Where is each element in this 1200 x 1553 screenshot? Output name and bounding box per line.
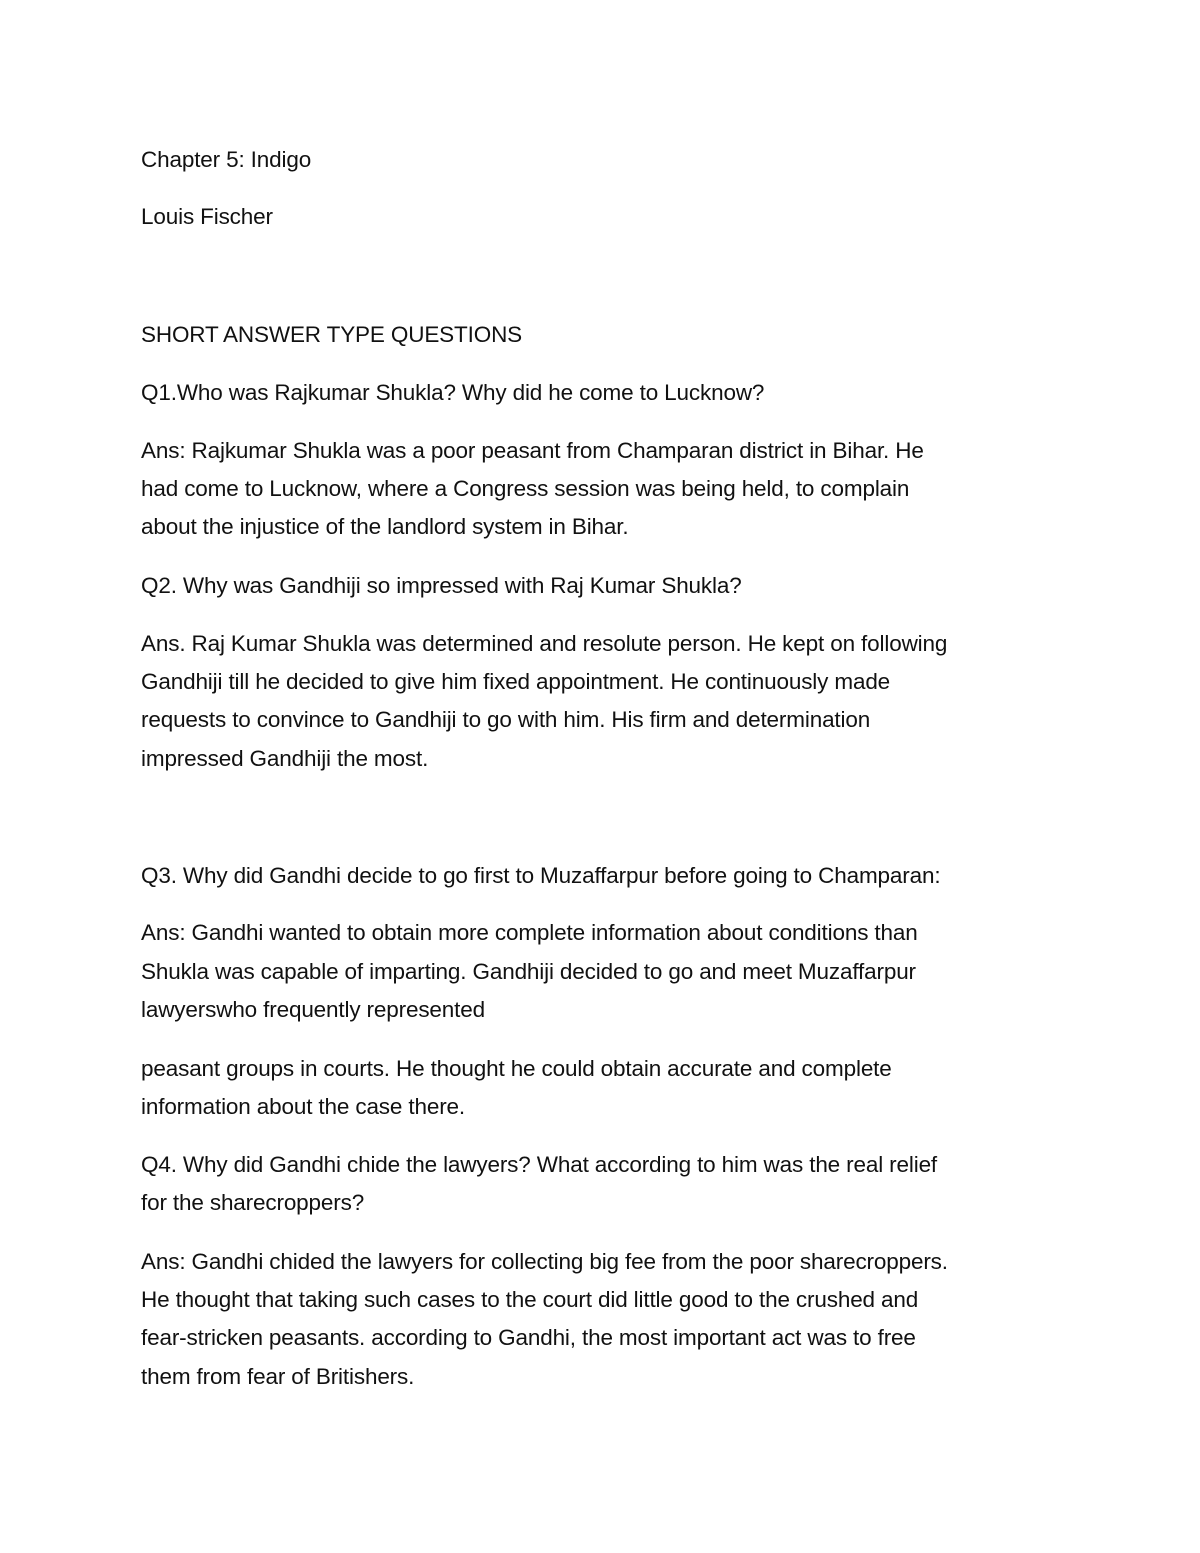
answer-1-line: had come to Lucknow, where a Congress session was being held, to complain xyxy=(141,476,910,501)
answer-3-line: lawyerswho frequently represented xyxy=(141,997,485,1022)
answer-2-line: Ans. Raj Kumar Shukla was determined and resolute person. He kept on following xyxy=(141,631,948,656)
answer-3-continuation-line: peasant groups in courts. He thought he could obtain accurate and complete xyxy=(141,1056,892,1081)
question-1: Q1.Who was Rajkumar Shukla? Why did he come to Lucknow? xyxy=(141,380,765,405)
answer-2-line: requests to convince to Gandhiji to go with him. His firm and determination xyxy=(141,707,871,732)
answer-4-line: He thought that taking such cases to the court did little good to the crushed and xyxy=(141,1287,919,1312)
answer-4-line: them from fear of Britishers. xyxy=(141,1364,415,1389)
answer-3-continuation-line: information about the case there. xyxy=(141,1094,466,1119)
question-4-line: for the sharecroppers? xyxy=(141,1190,365,1215)
answer-3-line: Shukla was capable of imparting. Gandhiji decided to go and meet Muzaffarpur xyxy=(141,959,916,984)
question-2: Q2. Why was Gandhiji so impressed with Raj Kumar Shukla? xyxy=(141,573,742,598)
answer-1-line: Ans: Rajkumar Shukla was a poor peasant from Champaran district in Bihar. He xyxy=(141,438,924,463)
answer-2-line: impressed Gandhiji the most. xyxy=(141,746,429,771)
chapter-title: Chapter 5: Indigo xyxy=(141,147,312,172)
section-heading: SHORT ANSWER TYPE QUESTIONS xyxy=(141,322,523,347)
author-name: Louis Fischer xyxy=(141,204,273,229)
answer-2-line: Gandhiji till he decided to give him fixed appointment. He continuously made xyxy=(141,669,891,694)
question-4-line: Q4. Why did Gandhi chide the lawyers? What according to him was the real relief xyxy=(141,1152,938,1177)
answer-4-line: fear-stricken peasants. according to Gandhi, the most important act was to free xyxy=(141,1325,916,1350)
answer-4-line: Ans: Gandhi chided the lawyers for collecting big fee from the poor sharecroppers. xyxy=(141,1249,948,1274)
answer-1-line: about the injustice of the landlord system in Bihar. xyxy=(141,514,629,539)
question-3: Q3. Why did Gandhi decide to go first to Muzaffarpur before going to Champaran: xyxy=(141,863,941,888)
answer-3-line: Ans: Gandhi wanted to obtain more complete information about conditions than xyxy=(141,920,918,945)
